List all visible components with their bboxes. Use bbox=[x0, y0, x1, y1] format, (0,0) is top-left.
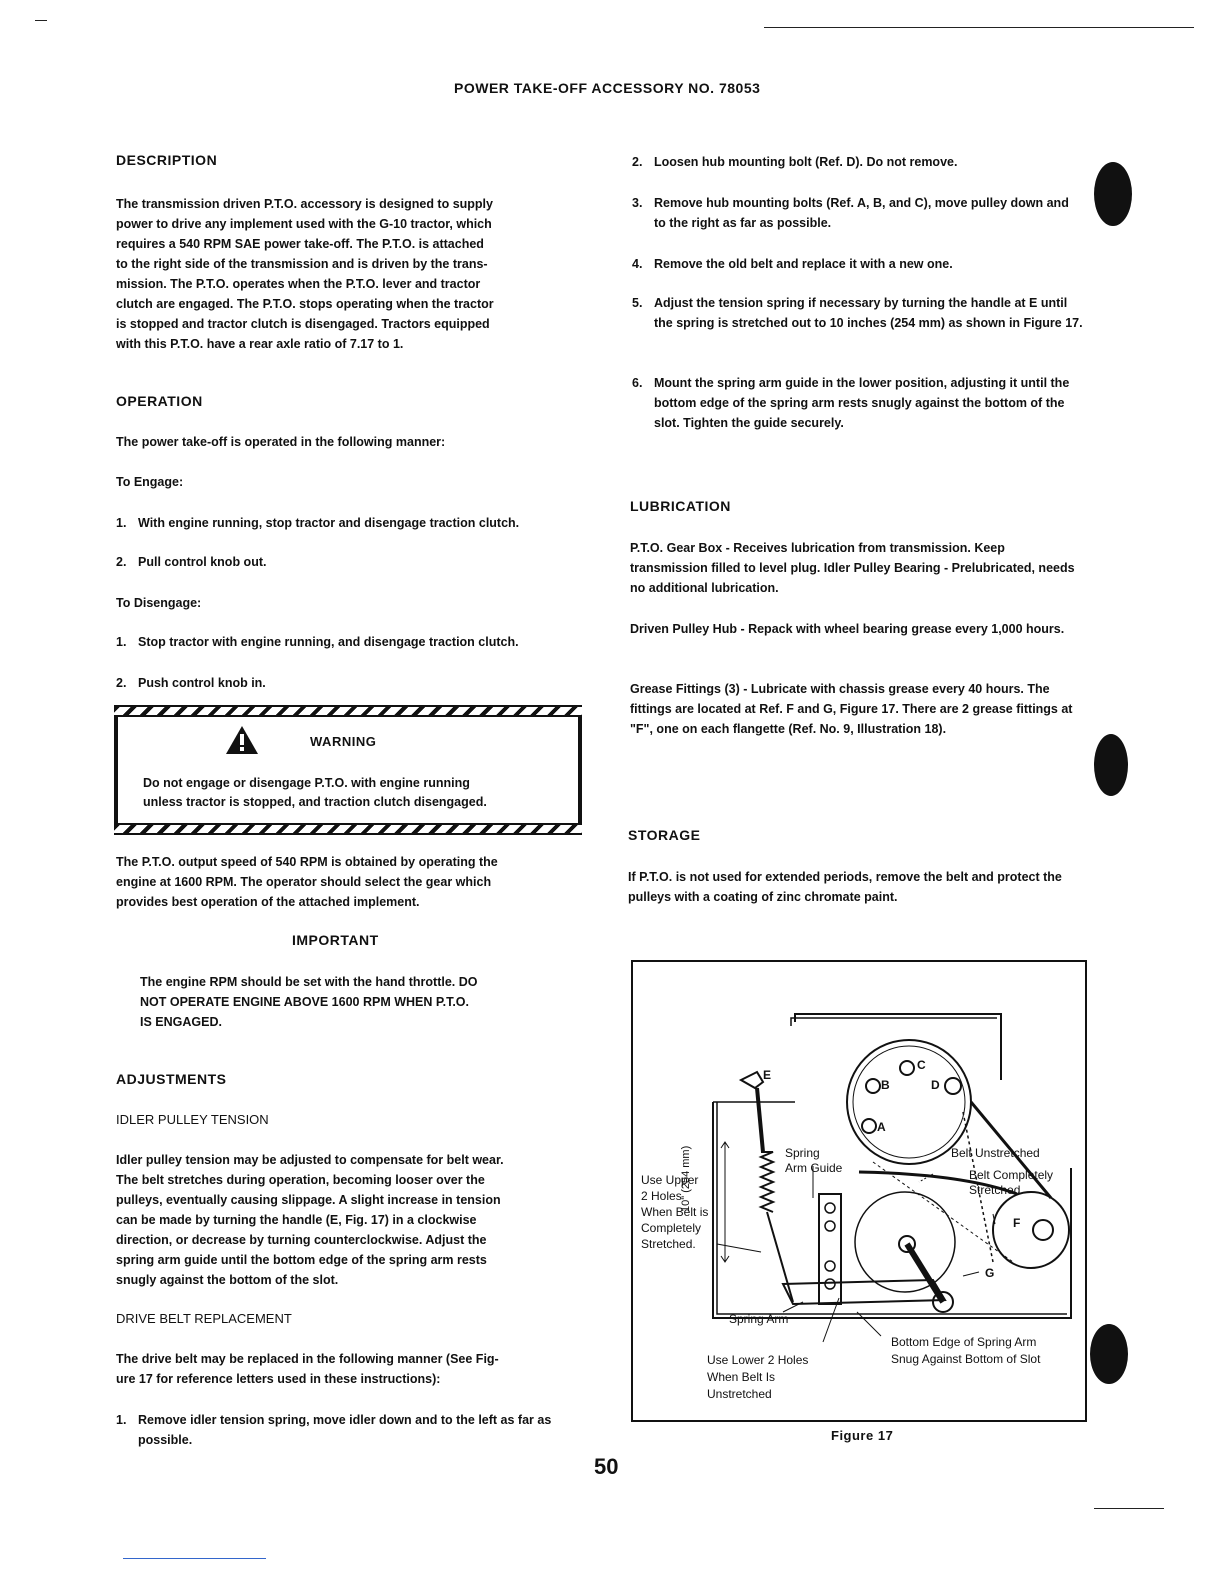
label-bottom-edge: Bottom Edge of Spring Arm Snug Against Bottom of Slot bbox=[891, 1335, 1041, 1366]
page-title: POWER TAKE-OFF ACCESSORY NO. 78053 bbox=[454, 80, 761, 96]
step-number: 1. bbox=[116, 1413, 127, 1427]
engage-step-1 bbox=[116, 513, 586, 533]
belt-heading: DRIVE BELT REPLACEMENT bbox=[116, 1311, 292, 1326]
output-line: provides best operation of the attached implement. bbox=[116, 895, 420, 909]
step-number: 2. bbox=[116, 555, 127, 569]
step-number: 1. bbox=[116, 516, 127, 530]
description-line: is stopped and tractor clutch is disengaged. Tractors equipped bbox=[116, 317, 490, 331]
step-number: 2. bbox=[116, 676, 127, 690]
engage-label: To Engage: bbox=[116, 475, 184, 489]
description-line: power to drive any implement used with the G-10 tractor, which bbox=[116, 217, 492, 231]
label-c: C bbox=[917, 1058, 926, 1072]
warning-box bbox=[114, 707, 582, 833]
label-dimension: 10" (254 mm) bbox=[680, 1145, 692, 1212]
step-text: Push control knob in. bbox=[138, 676, 266, 690]
important-heading: IMPORTANT bbox=[292, 932, 379, 948]
label-belt-completely-stretched: Belt Completely Stretched bbox=[969, 1168, 1054, 1197]
step-text: Remove hub mounting bolts (Ref. A, B, and C), move pulley down and to the right as far as possible. bbox=[654, 196, 1069, 230]
warning-title: WARNING bbox=[310, 734, 377, 749]
page-number: 50 bbox=[594, 1454, 619, 1479]
step-number: 3. bbox=[632, 196, 643, 210]
warning-line-1: Do not engage or disengage P.T.O. with engine running bbox=[143, 776, 470, 790]
idler-line: spring arm guide until the bottom edge of the spring arm rests bbox=[116, 1253, 487, 1267]
description-line: The transmission driven P.T.O. accessory is designed to supply bbox=[116, 197, 493, 211]
storage-heading: STORAGE bbox=[628, 827, 701, 843]
description-heading: DESCRIPTION bbox=[116, 152, 218, 168]
label-d: D bbox=[931, 1078, 940, 1092]
belt-step-6 bbox=[632, 373, 1087, 433]
footer-rule-left bbox=[123, 1558, 266, 1559]
footer-rule-right bbox=[1094, 1508, 1164, 1509]
belt-step-3 bbox=[632, 193, 1072, 233]
description-line: mission. The P.T.O. operates when the P.T.O. lever and tractor bbox=[116, 277, 481, 291]
idler-line: The belt stretches during operation, becoming looser over the bbox=[116, 1173, 485, 1187]
binder-hole-bottom bbox=[1090, 1324, 1128, 1384]
idler-line: can be made by turning the handle (E, Fig. 17) in a clockwise bbox=[116, 1213, 477, 1227]
idler-line: snugly against the bottom of the slot. bbox=[116, 1273, 339, 1287]
step-number: 1. bbox=[116, 635, 127, 649]
operation-intro: The power take-off is operated in the following manner: bbox=[116, 435, 446, 449]
lubrication-heading: LUBRICATION bbox=[630, 498, 731, 514]
binder-hole-top bbox=[1094, 162, 1132, 226]
idler-line: direction, or decrease by turning counterclockwise. Adjust the bbox=[116, 1233, 487, 1247]
step-text: Stop tractor with engine running, and disengage traction clutch. bbox=[138, 635, 519, 649]
belt-step-4 bbox=[632, 254, 1087, 274]
label-a: A bbox=[877, 1120, 886, 1134]
warning-bottom-border bbox=[114, 823, 582, 835]
label-use-upper-holes: Use Upper 2 Holes When Belt is Completely Stretched. bbox=[641, 1173, 709, 1251]
idler-line: Idler pulley tension may be adjusted to compensate for belt wear. bbox=[116, 1153, 504, 1167]
belt-step-2 bbox=[632, 152, 1087, 172]
lubrication-hub: Driven Pulley Hub - Repack with wheel bearing grease every 1,000 hours. bbox=[630, 622, 1065, 636]
description-line: with this P.T.O. have a rear axle ratio of 7.17 to 1. bbox=[116, 337, 404, 351]
important-text bbox=[140, 972, 580, 1032]
figure-17 bbox=[631, 960, 1087, 1422]
step-text: With engine running, stop tractor and disengage traction clutch. bbox=[138, 516, 520, 530]
disengage-label: To Disengage: bbox=[116, 596, 202, 610]
step-text: Remove idler tension spring, move idler down and to the left as far as possible. bbox=[138, 1413, 552, 1447]
disengage-step-1 bbox=[116, 632, 586, 652]
warning-line-2: unless tractor is stopped, and traction clutch disengaged. bbox=[143, 795, 487, 809]
belt-text bbox=[116, 1349, 586, 1389]
step-number: 4. bbox=[632, 257, 643, 271]
output-text bbox=[116, 852, 586, 912]
important-line: NOT OPERATE ENGINE ABOVE 1600 RPM WHEN P.T.O. bbox=[140, 995, 469, 1009]
figure-caption: Figure 17 bbox=[831, 1428, 894, 1443]
top-left-tick bbox=[35, 20, 47, 21]
label-f: F bbox=[1013, 1216, 1021, 1230]
idler-text bbox=[116, 1150, 586, 1290]
label-b: B bbox=[881, 1078, 890, 1092]
step-number: 5. bbox=[632, 296, 643, 310]
step-number: 2. bbox=[632, 155, 643, 169]
warning-top-border bbox=[114, 705, 582, 717]
belt-line: The drive belt may be replaced in the following manner (See Fig- bbox=[116, 1352, 499, 1366]
binder-hole-middle bbox=[1094, 734, 1128, 796]
belt-line: ure 17 for reference letters used in these instructions): bbox=[116, 1372, 441, 1386]
top-rule bbox=[764, 27, 1194, 28]
label-spring-arm: Spring Arm bbox=[729, 1312, 789, 1326]
label-spring-arm-guide: Spring Arm Guide bbox=[785, 1146, 843, 1175]
lubrication-gearbox: P.T.O. Gear Box - Receives lubrication from transmission. Keep transmission filled to level plug. Idler Pulley Bearing - Prelubricated, needs no additional lubrication. bbox=[630, 541, 1075, 595]
lubrication-fittings: Grease Fittings (3) - Lubricate with chassis grease every 40 hours. The fittings are located at Ref. F and G, Figure 17. There are 2 grease fittings at "F", one on each flangette (Ref. No. 9, Illustration 18). bbox=[630, 682, 1073, 736]
important-line: IS ENGAGED. bbox=[140, 1015, 222, 1029]
description-text bbox=[116, 194, 576, 354]
description-line: requires a 540 RPM SAE power take-off. The P.T.O. is attached bbox=[116, 237, 484, 251]
important-line: The engine RPM should be set with the hand throttle. DO bbox=[140, 975, 478, 989]
description-line: clutch are engaged. The P.T.O. stops operating when the tractor bbox=[116, 297, 494, 311]
output-line: engine at 1600 RPM. The operator should select the gear which bbox=[116, 875, 492, 889]
step-text: Pull control knob out. bbox=[138, 555, 267, 569]
belt-step-1 bbox=[116, 1410, 586, 1450]
label-e: E bbox=[763, 1068, 772, 1082]
step-text: Remove the old belt and replace it with a new one. bbox=[654, 257, 953, 271]
step-text: Loosen hub mounting bolt (Ref. D). Do not remove. bbox=[654, 155, 958, 169]
belt-step-5 bbox=[632, 293, 1087, 333]
idler-heading: IDLER PULLEY TENSION bbox=[116, 1112, 269, 1127]
description-line: to the right side of the transmission and is driven by the trans- bbox=[116, 257, 488, 271]
warning-triangle-icon bbox=[225, 725, 259, 755]
idler-line: pulleys, eventually causing slippage. A slight increase in tension bbox=[116, 1193, 501, 1207]
label-g: G bbox=[985, 1266, 995, 1280]
step-text: Adjust the tension spring if necessary by turning the handle at E until the spring is stretched out to 10 inches (254 mm) as shown in Figure 17. bbox=[654, 296, 1083, 330]
operation-heading: OPERATION bbox=[116, 393, 203, 409]
engage-step-2 bbox=[116, 552, 586, 572]
adjustments-heading: ADJUSTMENTS bbox=[116, 1071, 227, 1087]
output-line: The P.T.O. output speed of 540 RPM is obtained by operating the bbox=[116, 855, 498, 869]
storage-text: If P.T.O. is not used for extended periods, remove the belt and protect the pulleys with a coating of zinc chromate paint. bbox=[628, 870, 1062, 904]
step-number: 6. bbox=[632, 376, 643, 390]
label-belt-unstretched: Belt Unstretched bbox=[951, 1146, 1040, 1160]
label-use-lower-holes: Use Lower 2 Holes When Belt Is Unstretched bbox=[707, 1353, 809, 1401]
step-text: Mount the spring arm guide in the lower position, adjusting it until the bottom edge of the spring arm rests snugly against the bottom of the slot. Tighten the guide securely. bbox=[654, 376, 1070, 430]
disengage-step-2 bbox=[116, 673, 586, 693]
